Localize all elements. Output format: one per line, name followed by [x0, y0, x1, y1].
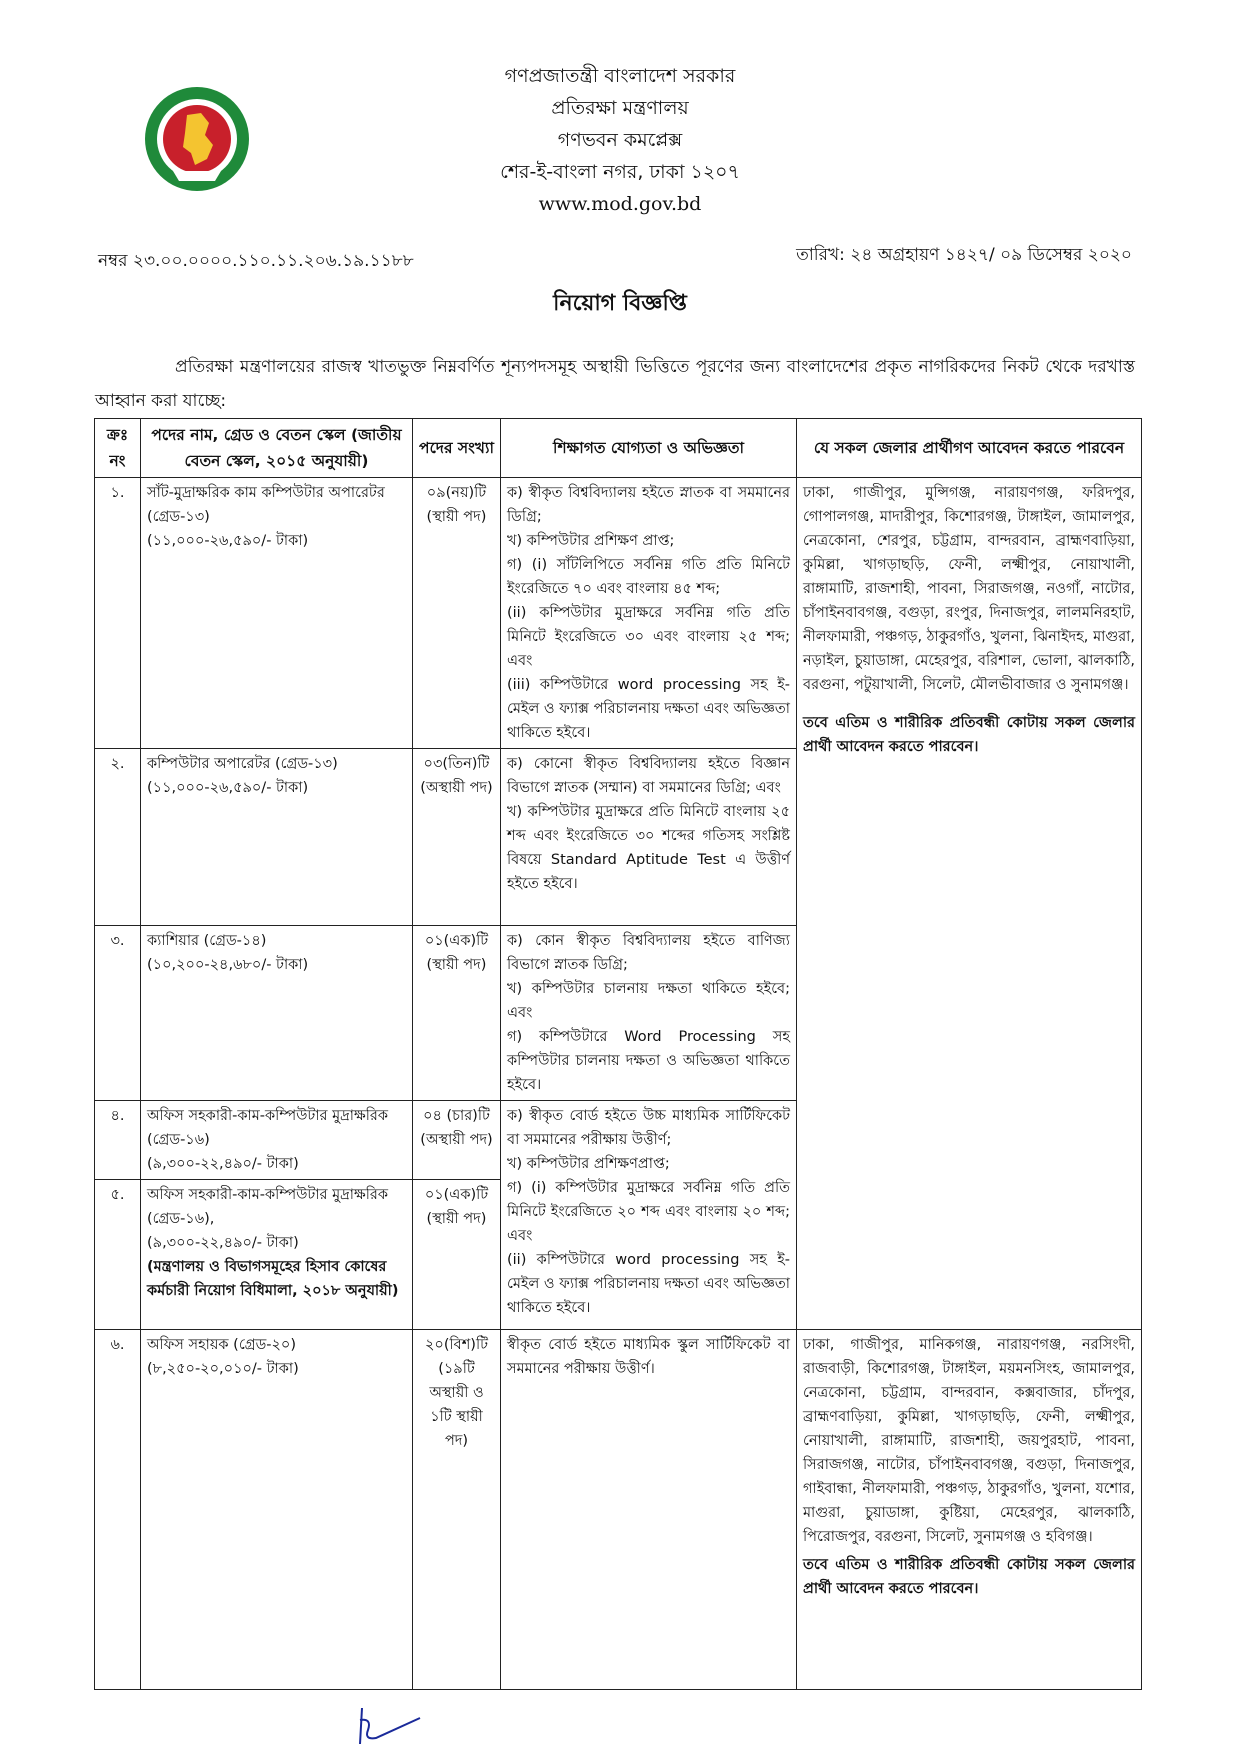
- row-serial: ৪.: [95, 1101, 141, 1180]
- post-count: ০৪ (চার)টি: [423, 1108, 490, 1124]
- row-post: [141, 926, 413, 1101]
- issue-date: তারিখ: ২৪ অগ্রহায়ণ ১৪২৭/ ০৯ ডিসেম্বর ২০২০: [796, 245, 1132, 265]
- districts-row-6: [797, 1330, 1142, 1690]
- letterhead-line-3: গণভবন কমপ্লেক্স: [557, 129, 683, 151]
- post-type: (স্থায়ী পদ): [426, 1211, 487, 1227]
- row-post: [141, 1330, 413, 1690]
- post-count: ০৩(তিন)টি: [423, 756, 490, 772]
- row-count: [413, 1330, 501, 1690]
- post-count: ২০(বিশ)টি: [424, 1337, 489, 1353]
- districts-rows-1-5: [797, 478, 1142, 1330]
- col-header-count: পদের সংখ্যা: [413, 419, 501, 478]
- post-type: (১৯টি অস্থায়ী ও ১টি স্থায়ী পদ): [429, 1361, 484, 1449]
- district-list: ঢাকা, গাজীপুর, মানিকগঞ্জ, নারায়ণগঞ্জ, নরসিংদী, রাজবাড়ী, কিশোরগঞ্জ, টাঙ্গাইল, ময়মনসিংহ, জামালপুর, নেত্রকোনা, চট্টগ্রাম, বান্দরবান, কক্সবাজার, চাঁদপুর, ব্রাহ্মণবাড়িয়া, কুমিল্লা, খাগড়াছড়ি, ফেনী, লক্ষ্মীপুর, নোয়াখালী, রাঙ্গামাটি, রাজশাহী, জয়পুরহাট, পাবনা, সিরাজগঞ্জ, নাটোর, চাঁপাইনবাবগঞ্জ, বগুড়া, দিনাজপুর, গাইবান্ধা, নীলফামারী, পঞ্চগড়, ঠাকুরগাঁও, খুলনা, যশোর, মাগুরা, চুয়াডাঙ্গা, কুষ্টিয়া, মেহেরপুর, ঝালকাঠি, পিরোজপুর, বরগুনা, সিলেট, সুনামগঞ্জ ও হবিগঞ্জ।: [803, 1337, 1135, 1545]
- pay-scale: (৯,৩০০-২২,৪৯০/- টাকা): [147, 1235, 299, 1251]
- row-qualification: [501, 749, 797, 926]
- qualification-item: গ) (i) কম্পিউটার মুদ্রাক্ষরে সর্বনিম্ন গতি প্রতি মিনিটে ইংরেজিতে ২০ শব্দ এবং বাংলায় ২০ শব্দ; এবং: [507, 1180, 790, 1244]
- row-post: [141, 478, 413, 749]
- post-count: ০৯(নয়)টি: [426, 485, 487, 501]
- quota-note: তবে এতিম ও শারীরিক প্রতিবন্ধী কোটায় সকল জেলার প্রার্থী আবেদন করতে পারবেন।: [803, 1557, 1135, 1597]
- qualification-item: ক) কোন স্বীকৃত বিশ্ববিদ্যালয় হইতে বাণিজ্য বিভাগে স্নাতক ডিগ্রি;: [507, 933, 790, 973]
- row-qualification: [501, 926, 797, 1101]
- post-name: অফিস সহায়ক (গ্রেড-২০): [147, 1337, 297, 1353]
- row-serial: ৬.: [95, 1330, 141, 1690]
- post-name: ক্যাশিয়ার (গ্রেড-১৪): [147, 933, 267, 949]
- col-header-districts: যে সকল জেলার প্রার্থীগণ আবেদন করতে পারবেন: [797, 419, 1142, 478]
- qualification-item: (iii) কম্পিউটারে word processing সহ ই-মেইল ও ফ্যাক্স পরিচালনায় দক্ষতা এবং অভিজ্ঞতা থাকিতে হইবে।: [507, 677, 790, 741]
- qualification-item: গ) কম্পিউটারে Word Processing সহ কম্পিউটার চালনায় দক্ষতা ও অভিজ্ঞতা থাকিতে হইবে।: [507, 1029, 790, 1093]
- row-post: [141, 1180, 413, 1330]
- post-rule-note: (মন্ত্রণালয় ও বিভাগসমূহের হিসাব কোষের কর্মচারী নিয়োগ বিধিমালা, ২০১৮ অনুযায়ী): [147, 1259, 399, 1299]
- letterhead: [340, 60, 900, 220]
- post-name: অফিস সহকারী-কাম-কম্পিউটার মুদ্রাক্ষরিক (গ্রেড-১৬),: [147, 1187, 389, 1227]
- row-count: [413, 1101, 501, 1180]
- pay-scale: (৯,৩০০-২২,৪৯০/- টাকা): [147, 1156, 299, 1172]
- post-name: কম্পিউটার অপারেটর (গ্রেড-১৩): [147, 756, 338, 772]
- pay-scale: (১১,০০০-২৬,৫৯০/- টাকা): [147, 780, 309, 796]
- row-count: [413, 478, 501, 749]
- row-count: [413, 1180, 501, 1330]
- qualification-item: ক) স্বীকৃত বোর্ড হইতে উচ্চ মাধ্যমিক সার্টিফিকেট বা সমমানের পরীক্ষায় উত্তীর্ণ;: [507, 1108, 790, 1148]
- row-serial: ১.: [95, 478, 141, 749]
- pay-scale: (৮,২৫০-২০,০১০/- টাকা): [147, 1361, 299, 1377]
- letterhead-line-2: প্রতিরক্ষা মন্ত্রণালয়: [551, 97, 689, 119]
- vacancy-table: [94, 418, 1142, 1690]
- row-post: [141, 1101, 413, 1180]
- post-count: ০১(এক)টি: [424, 1187, 489, 1203]
- qualification-item: খ) কম্পিউটার চালনায় দক্ষতা থাকিতে হইবে; এবং: [507, 981, 790, 1021]
- signature-mark-icon: [350, 1700, 440, 1750]
- row-count: [413, 926, 501, 1101]
- letterhead-line-1: গণপ্রজাতন্ত্রী বাংলাদেশ সরকার: [504, 65, 736, 87]
- district-list: ঢাকা, গাজীপুর, মুন্সিগঞ্জ, নারায়ণগঞ্জ, ফরিদপুর, গোপালগঞ্জ, মাদারীপুর, কিশোরগঞ্জ, টাঙ্গাইল, জামালপুর, নেত্রকোনা, শেরপুর, চট্টগ্রাম, বান্দরবান, ব্রাহ্মণবাড়িয়া, কুমিল্লা, খাগড়াছড়ি, ফেনী, লক্ষ্মীপুর, নোয়াখালী, রাঙ্গামাটি, রাজশাহী, পাবনা, সিরাজগঞ্জ, নওগাঁ, নাটোর, চাঁপাইনবাবগঞ্জ, বগুড়া, রংপুর, দিনাজপুর, লালমনিরহাট, নীলফামারী, পঞ্চগড়, ঠাকুরগাঁও, খুলনা, ঝিনাইদহ, মাগুরা, নড়াইল, চুয়াডাঙ্গা, মেহেরপুর, বরিশাল, ভোলা, ঝালকাঠি, বরগুনা, পটুয়াখালী, সিলেট, মৌলভীবাজার ও সুনামগঞ্জ।: [803, 485, 1135, 693]
- post-type: (অস্থায়ী পদ): [420, 1132, 493, 1148]
- qualification-item: ক) স্বীকৃত বিশ্ববিদ্যালয় হইতে স্নাতক বা সমমানের ডিগ্রি;: [507, 485, 790, 525]
- intro-text: প্রতিরক্ষা মন্ত্রণালয়ের রাজস্ব খাতভুক্ত নিম্নবর্ণিত শূন্যপদসমূহ অস্থায়ী ভিত্তিতে পূরণের জন্য বাংলাদেশের প্রকৃত নাগরিকদের নিকট থেকে দরখাস্ত আহ্বান করা যাচ্ছে:: [95, 357, 1135, 411]
- qualification-item: খ) কম্পিউটার মুদ্রাক্ষরে প্রতি মিনিটে বাংলায় ২৫ শব্দ এবং ইংরেজিতে ৩০ শব্দের গতিসহ সংশ্লিষ্ট বিষয়ে Standard Aptitude Test এ উত্তীর্ণ হইতে হইবে।: [507, 804, 790, 892]
- post-count: ০১(এক)টি: [424, 933, 489, 949]
- memo-number: নম্বর ২৩.০০.০০০০.১১০.১১.২০৬.১৯.১১৮৮: [98, 251, 414, 271]
- table-header-row: [95, 419, 1142, 478]
- pay-scale: (১১,০০০-২৬,৫৯০/- টাকা): [147, 533, 309, 549]
- row-qualification: [501, 478, 797, 749]
- quota-note: তবে এতিম ও শারীরিক প্রতিবন্ধী কোটায় সকল জেলার প্রার্থী আবেদন করতে পারবেন।: [803, 715, 1135, 755]
- col-header-qualification: শিক্ষাগত যোগ্যতা ও অভিজ্ঞতা: [501, 419, 797, 478]
- intro-paragraph: [95, 350, 1135, 418]
- post-type: (অস্থায়ী পদ): [420, 780, 493, 796]
- row-serial: ২.: [95, 749, 141, 926]
- row-serial: ৩.: [95, 926, 141, 1101]
- ministry-website: www.mod.gov.bd: [538, 193, 702, 215]
- post-name: সাঁট-মুদ্রাক্ষরিক কাম কম্পিউটার অপারেটর (গ্রেড-১৩): [147, 485, 385, 525]
- row-post: [141, 749, 413, 926]
- post-type: (স্থায়ী পদ): [426, 509, 487, 525]
- col-header-post: পদের নাম, গ্রেড ও বেতন স্কেল (জাতীয় বেতন স্কেল, ২০১৫ অনুযায়ী): [141, 419, 413, 478]
- col-header-serial: ক্রঃ নং: [95, 419, 141, 478]
- qualification-item: (ii) কম্পিউটারে word processing সহ ই-মেইল ও ফ্যাক্স পরিচালনায় দক্ষতা এবং অভিজ্ঞতা থাকিতে হইবে।: [507, 1252, 790, 1316]
- row-qualification: [501, 1330, 797, 1690]
- row-count: [413, 749, 501, 926]
- table-row: [95, 1330, 1142, 1690]
- letterhead-line-4: শের-ই-বাংলা নগর, ঢাকা ১২০৭: [500, 161, 740, 183]
- table-row: [95, 478, 1142, 749]
- qualification-rows-4-5: [501, 1101, 797, 1330]
- pay-scale: (১০,২০০-২৪,৬৮০/- টাকা): [147, 957, 309, 973]
- post-type: (স্থায়ী পদ): [426, 957, 487, 973]
- post-name: অফিস সহকারী-কাম-কম্পিউটার মুদ্রাক্ষরিক (গ্রেড-১৬): [147, 1108, 389, 1148]
- qualification-item: খ) কম্পিউটার প্রশিক্ষণ প্রাপ্ত;: [507, 533, 675, 549]
- government-seal-icon: [143, 85, 251, 193]
- row-serial: ৫.: [95, 1180, 141, 1330]
- qualification-item: ক) কোনো স্বীকৃত বিশ্ববিদ্যালয় হইতে বিজ্ঞান বিভাগে স্নাতক (সম্মান) বা সমমানের ডিগ্রি; এবং: [507, 756, 790, 796]
- qualification-item: (ii) কম্পিউটার মুদ্রাক্ষরে সর্বনিম্ন গতি প্রতি মিনিটে ইংরেজিতে ৩০ এবং বাংলায় ২৫ শব্দ; এবং: [507, 605, 790, 669]
- notice-title: নিয়োগ বিজ্ঞপ্তি: [553, 291, 687, 316]
- qualification-item: খ) কম্পিউটার প্রশিক্ষণপ্রাপ্ত;: [507, 1156, 670, 1172]
- qualification-item: স্বীকৃত বোর্ড হইতে মাধ্যমিক স্কুল সার্টিফিকেট বা সমমানের পরীক্ষায় উত্তীর্ণ।: [507, 1337, 790, 1377]
- qualification-item: গ) (i) সাঁটলিপিতে সর্বনিম্ন গতি প্রতি মিনিটে ইংরেজিতে ৭০ এবং বাংলায় ৪৫ শব্দ;: [507, 557, 790, 597]
